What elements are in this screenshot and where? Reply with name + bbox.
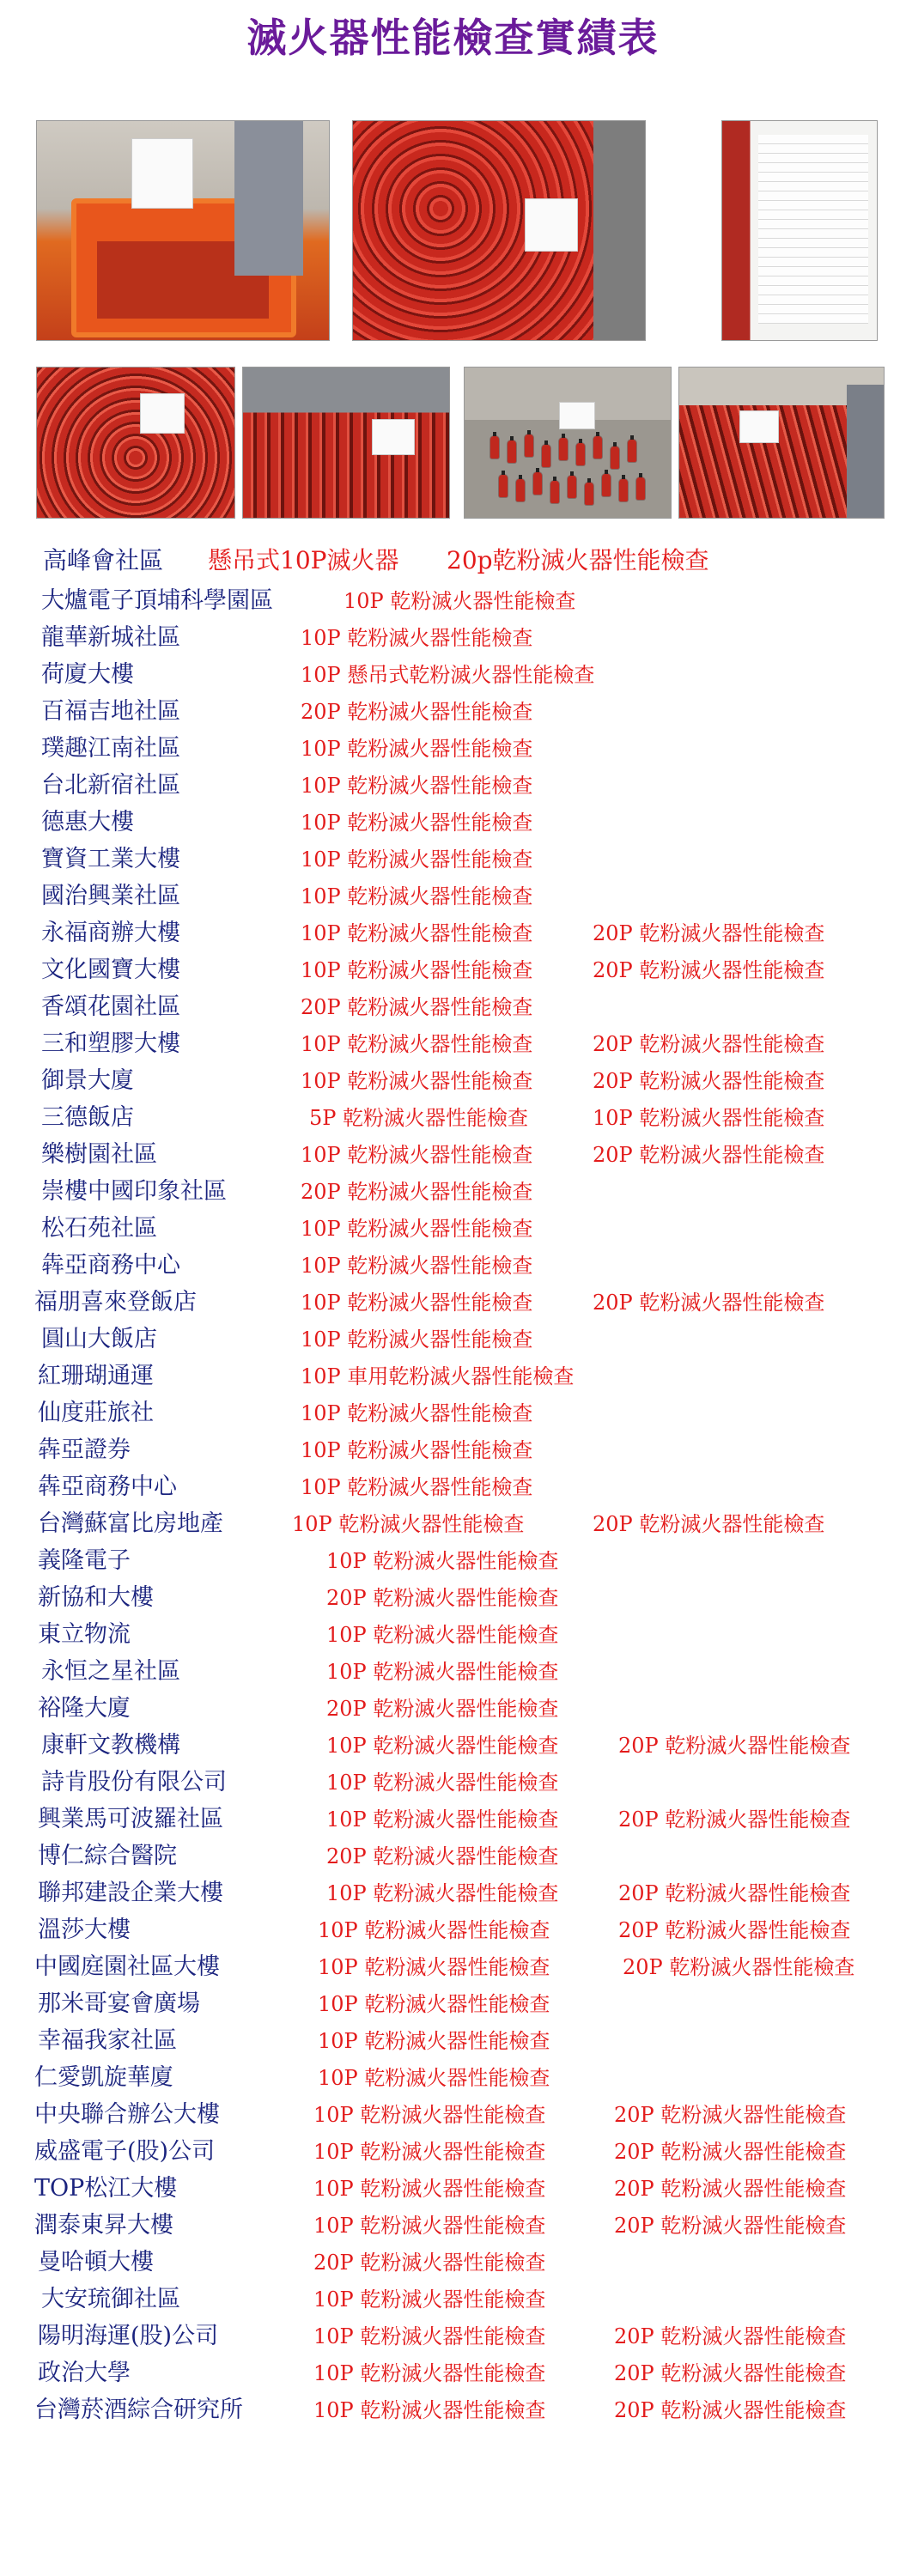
site-name: 威盛電子(股)公司 (34, 2138, 216, 2165)
inspection-item-1: 10P 乾粉滅火器性能檢查 (301, 737, 533, 761)
inspection-item-1: 10P 乾粉滅火器性能檢查 (301, 1143, 533, 1167)
site-name: 台灣菸酒綜合研究所 (34, 2397, 243, 2423)
inspection-item-1: 20P 乾粉滅火器性能檢查 (326, 1844, 559, 1868)
inspection-item-2: 20P 乾粉滅火器性能檢查 (618, 1881, 851, 1905)
inspection-item-1: 10P 乾粉滅火器性能檢查 (301, 626, 533, 650)
inspection-item-2: 20P 乾粉滅火器性能檢查 (614, 2398, 847, 2422)
site-name: 裕隆大廈 (38, 1695, 131, 1722)
site-name: 犇亞證券 (38, 1437, 131, 1463)
inspection-item-1: 10P 乾粉滅火器性能檢查 (313, 2214, 546, 2238)
inspection-item-1: 10P 乾粉滅火器性能檢查 (344, 589, 576, 613)
inspection-item-2: 20P 乾粉滅火器性能檢查 (593, 958, 825, 982)
site-name: 仁愛凱旋華廈 (34, 2064, 173, 2091)
inspection-item-1: 5P 乾粉滅火器性能檢查 (309, 1106, 529, 1130)
site-name: 松石苑社區 (41, 1215, 157, 1242)
site-name: 那米哥宴會廣場 (38, 1990, 200, 2017)
photo-extinguisher-rows (464, 367, 672, 519)
inspection-item-1: 10P 乾粉滅火器性能檢查 (318, 1955, 550, 1979)
inspection-item-1: 10P 乾粉滅火器性能檢查 (318, 2066, 550, 2090)
photo-extinguisher-pile-1 (352, 120, 646, 341)
site-name: 曼哈頓大樓 (38, 2249, 154, 2275)
inspection-item-1: 10P 乾粉滅火器性能檢查 (326, 1881, 559, 1905)
inspection-item-1: 10P 乾粉滅火器性能檢查 (301, 1438, 533, 1462)
site-name: 國治興業社區 (41, 883, 180, 909)
photo-extinguisher-floor (678, 367, 885, 519)
inspection-item-1: 20P 乾粉滅火器性能檢查 (301, 700, 533, 724)
site-name: 博仁綜合醫院 (38, 1843, 177, 1869)
site-name: 文化國寶大樓 (41, 957, 180, 983)
photo-extinguisher-pile-3 (242, 367, 450, 519)
inspection-item-1: 20P 乾粉滅火器性能檢查 (326, 1586, 559, 1610)
inspection-item-1: 10P 乾粉滅火器性能檢查 (326, 1771, 559, 1795)
inspection-item-2: 20P 乾粉滅火器性能檢查 (593, 921, 825, 945)
site-name: 大安琉御社區 (41, 2286, 180, 2312)
site-name: 大爐電子頂埔科學園區 (41, 587, 273, 614)
inspection-item-1: 10P 乾粉滅火器性能檢查 (301, 1069, 533, 1093)
site-name: 福朋喜來登飯店 (34, 1289, 197, 1315)
inspection-item-2: 20P 乾粉滅火器性能檢查 (623, 1955, 855, 1979)
site-name: 龍華新城社區 (41, 624, 180, 651)
inspection-item-1: 10P 乾粉滅火器性能檢查 (326, 1623, 559, 1647)
inspection-item-1: 10P 乾粉滅火器性能檢查 (301, 1401, 533, 1425)
site-name: 溫莎大樓 (38, 1917, 131, 1943)
inspection-item-1: 10P 乾粉滅火器性能檢查 (313, 2324, 546, 2348)
inspection-item-2: 20P 乾粉滅火器性能檢查 (614, 2361, 847, 2385)
inspection-item-1: 20P 乾粉滅火器性能檢查 (326, 1697, 559, 1721)
inspection-item-1: 10P 乾粉滅火器性能檢查 (326, 1807, 559, 1832)
site-name: 永恒之星社區 (41, 1658, 180, 1685)
site-name: 高峰會社區 (43, 546, 164, 574)
inspection-item-1: 10P 乾粉滅火器性能檢查 (326, 1660, 559, 1684)
inspection-item-2: 20P 乾粉滅火器性能檢查 (593, 1291, 825, 1315)
site-name: 義隆電子 (38, 1547, 131, 1574)
inspection-item-2: 20P 乾粉滅火器性能檢查 (614, 2140, 847, 2164)
inspection-item-2: 10P 乾粉滅火器性能檢查 (593, 1106, 825, 1130)
site-name: 潤泰東昇大樓 (34, 2212, 173, 2239)
site-name: 台北新宿社區 (41, 772, 180, 799)
inspection-item-1: 10P 乾粉滅火器性能檢查 (301, 1327, 533, 1352)
site-name: 新協和大樓 (38, 1584, 154, 1611)
inspection-item-2: 20P 乾粉滅火器性能檢查 (614, 2177, 847, 2201)
inspection-item-2: 20P 乾粉滅火器性能檢查 (614, 2214, 847, 2238)
inspection-item-1: 懸吊式10P滅火器 (208, 546, 399, 574)
inspection-item-1: 20P 乾粉滅火器性能檢查 (313, 2251, 546, 2275)
site-name: 圓山大飯店 (41, 1326, 157, 1352)
site-name: 陽明海運(股)公司 (38, 2323, 219, 2349)
inspection-item-1: 10P 乾粉滅火器性能檢查 (301, 921, 533, 945)
inspection-item-1: 10P 懸吊式乾粉滅火器性能檢查 (301, 663, 595, 687)
inspection-item-1: 10P 乾粉滅火器性能檢查 (301, 958, 533, 982)
inspection-item-1: 10P 乾粉滅火器性能檢查 (313, 2103, 546, 2127)
inspection-item-1: 10P 乾粉滅火器性能檢查 (301, 1217, 533, 1241)
inspection-item-1: 10P 乾粉滅火器性能檢查 (313, 2398, 546, 2422)
site-name: 德惠大樓 (41, 809, 134, 835)
site-name: 中央聯合辦公大樓 (34, 2101, 220, 2128)
inspection-item-1: 10P 乾粉滅火器性能檢查 (301, 848, 533, 872)
site-name: 政治大學 (38, 2360, 131, 2386)
site-name: 犇亞商務中心 (41, 1252, 180, 1279)
site-name: 詩肯股份有限公司 (41, 1769, 227, 1795)
inspection-item-1: 10P 車用乾粉滅火器性能檢查 (301, 1364, 575, 1388)
inspection-item-2: 20P 乾粉滅火器性能檢查 (614, 2324, 847, 2348)
site-name: 中國庭園社區大樓 (34, 1953, 220, 1980)
inspection-item-1: 10P 乾粉滅火器性能檢查 (301, 1291, 533, 1315)
inspection-item-1: 10P 乾粉滅火器性能檢查 (301, 884, 533, 908)
site-name: 百福吉地社區 (41, 698, 180, 725)
site-name: 興業馬可波羅社區 (38, 1806, 223, 1832)
site-name: 犇亞商務中心 (38, 1473, 177, 1500)
inspection-item-1: 10P 乾粉滅火器性能檢查 (326, 1549, 559, 1573)
inspection-item-2: 20P 乾粉滅火器性能檢查 (593, 1512, 825, 1536)
inspection-item-1: 10P 乾粉滅火器性能檢查 (301, 1254, 533, 1278)
site-name: 聯邦建設企業大樓 (38, 1880, 223, 1906)
site-name: TOP松江大樓 (34, 2175, 178, 2202)
inspection-item-1: 10P 乾粉滅火器性能檢查 (313, 2140, 546, 2164)
inspection-item-2: 20P 乾粉滅火器性能檢查 (618, 1918, 851, 1942)
inspection-item-2: 20P 乾粉滅火器性能檢查 (593, 1069, 825, 1093)
site-name: 幸福我家社區 (38, 2027, 177, 2054)
site-name: 香頌花園社區 (41, 993, 180, 1020)
inspection-item-1: 10P 乾粉滅火器性能檢查 (318, 1918, 550, 1942)
site-name: 崇樓中國印象社區 (41, 1178, 227, 1205)
inspection-item-1: 10P 乾粉滅火器性能檢查 (313, 2361, 546, 2385)
site-name: 樂樹園社區 (41, 1141, 157, 1168)
inspection-item-1: 10P 乾粉滅火器性能檢查 (301, 1475, 533, 1499)
site-name: 三德飯店 (41, 1104, 134, 1131)
site-name: 御景大廈 (41, 1067, 134, 1094)
inspection-item-1: 10P 乾粉滅火器性能檢查 (301, 1032, 533, 1056)
photo-extinguisher-pile-2 (36, 367, 235, 519)
inspection-item-1: 10P 乾粉滅火器性能檢查 (301, 811, 533, 835)
site-name: 台灣蘇富比房地產 (38, 1510, 223, 1537)
site-name: 康軒文教機構 (41, 1732, 180, 1759)
inspection-item-1: 10P 乾粉滅火器性能檢查 (326, 1734, 559, 1758)
site-name: 紅珊瑚通運 (38, 1363, 154, 1389)
inspection-item-1: 20P 乾粉滅火器性能檢查 (301, 1180, 533, 1204)
site-name: 東立物流 (38, 1621, 131, 1648)
photo-tub-test (36, 120, 330, 341)
inspection-item-1: 10P 乾粉滅火器性能檢查 (318, 1992, 550, 2016)
inspection-item-2: 20P 乾粉滅火器性能檢查 (593, 1143, 825, 1167)
inspection-item-1: 10P 乾粉滅火器性能檢查 (313, 2177, 546, 2201)
inspection-item-1: 20P 乾粉滅火器性能檢查 (301, 995, 533, 1019)
site-name: 仙度莊旅社 (38, 1400, 154, 1426)
site-name: 寶資工業大樓 (41, 846, 180, 872)
inspection-item-1: 10P 乾粉滅火器性能檢查 (313, 2287, 546, 2312)
photo-label-closeup (721, 120, 878, 341)
site-name: 永福商辦大樓 (41, 920, 180, 946)
inspection-item-1: 10P 乾粉滅火器性能檢查 (318, 2029, 550, 2053)
inspection-item-2: 20P 乾粉滅火器性能檢查 (593, 1032, 825, 1056)
inspection-item-1: 10P 乾粉滅火器性能檢查 (301, 774, 533, 798)
site-name: 荷廈大樓 (41, 661, 134, 688)
inspection-item-2: 20P 乾粉滅火器性能檢查 (618, 1807, 851, 1832)
site-name: 三和塑膠大樓 (41, 1030, 180, 1057)
inspection-item-2: 20p乾粉滅火器性能檢查 (447, 546, 709, 574)
inspection-item-1: 10P 乾粉滅火器性能檢查 (292, 1512, 525, 1536)
site-name: 璞趣江南社區 (41, 735, 180, 762)
page-title: 滅火器性能檢查實績表 (246, 15, 660, 61)
inspection-item-2: 20P 乾粉滅火器性能檢查 (618, 1734, 851, 1758)
inspection-item-2: 20P 乾粉滅火器性能檢查 (614, 2103, 847, 2127)
